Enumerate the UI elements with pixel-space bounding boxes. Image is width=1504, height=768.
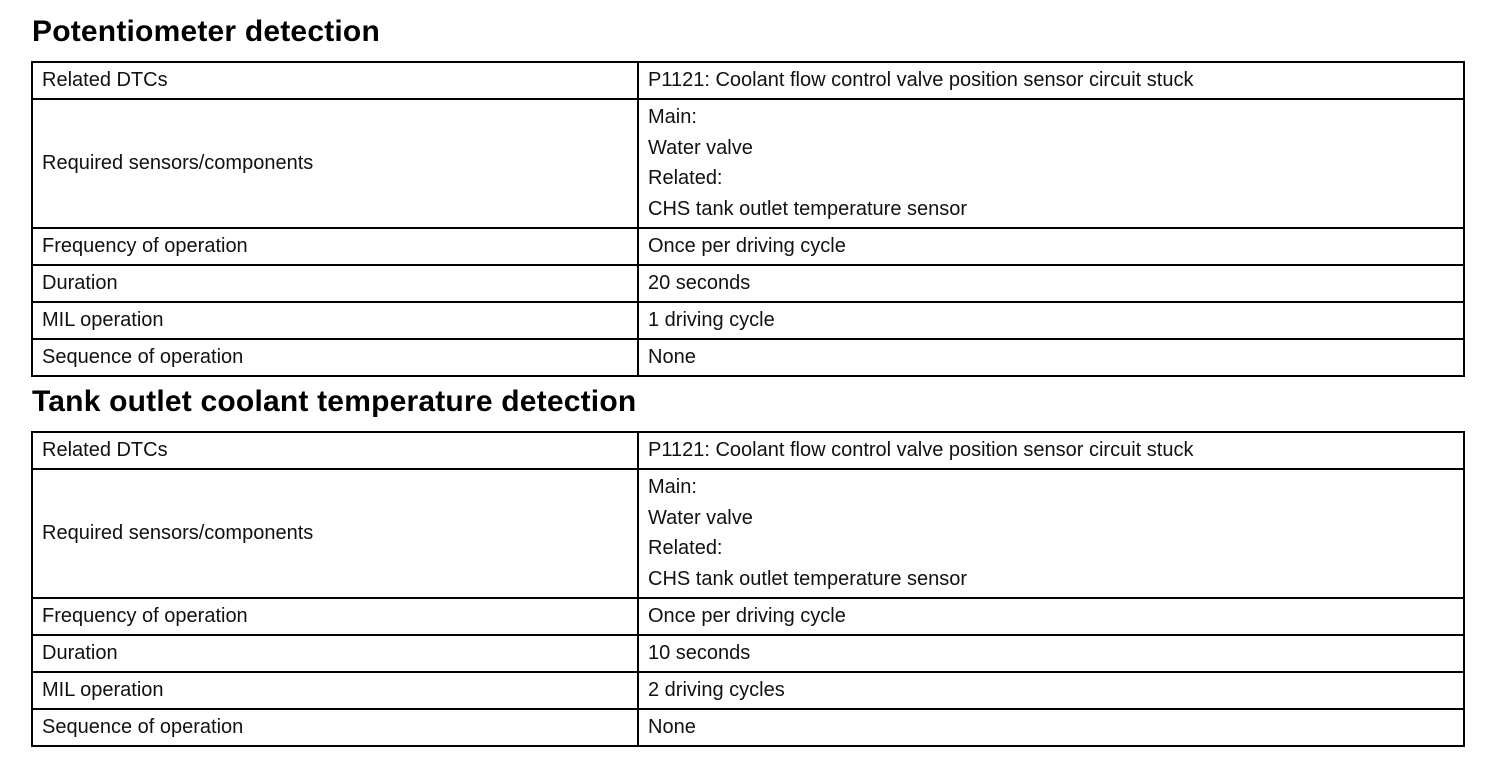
value-line: Water valve — [648, 506, 753, 529]
row-value: Once per driving cycle — [638, 228, 1464, 265]
value-line: Related: — [648, 167, 723, 189]
table-row — [32, 302, 1464, 339]
row-label: Related DTCs — [32, 432, 638, 469]
row-label: Duration — [32, 635, 638, 672]
row-label: MIL operation — [32, 302, 638, 339]
table-row — [32, 62, 1464, 99]
row-label: Related DTCs — [32, 62, 638, 99]
row-label: Duration — [32, 265, 638, 302]
row-value-list — [638, 99, 1464, 228]
table-row — [32, 709, 1464, 746]
spec-table — [31, 61, 1465, 377]
table-row — [32, 598, 1464, 635]
value-line: Main: — [648, 106, 697, 128]
table-row — [32, 265, 1464, 302]
section-title: Potentiometer detection — [32, 15, 380, 48]
value-line: Main: — [648, 476, 697, 498]
row-value: None — [638, 339, 1464, 376]
row-value: Once per driving cycle — [638, 598, 1464, 635]
table-row — [32, 635, 1464, 672]
table-row — [32, 339, 1464, 376]
value-line: CHS tank outlet temperature sensor — [648, 197, 968, 220]
row-value: 1 driving cycle — [638, 302, 1464, 339]
table-row — [32, 672, 1464, 709]
row-label: Frequency of operation — [32, 598, 638, 635]
row-label: Frequency of operation — [32, 228, 638, 265]
row-label: Required sensors/components — [32, 99, 638, 228]
table-row — [32, 228, 1464, 265]
row-label: Sequence of operation — [32, 339, 638, 376]
row-label: Sequence of operation — [32, 709, 638, 746]
row-value: 20 seconds — [638, 265, 1464, 302]
row-value-list — [638, 469, 1464, 598]
row-value: None — [638, 709, 1464, 746]
row-label: Required sensors/components — [32, 469, 638, 598]
section-title: Tank outlet coolant temperature detection — [32, 385, 637, 418]
value-line: Related: — [648, 537, 723, 559]
value-line: CHS tank outlet temperature sensor — [648, 567, 968, 590]
row-label: MIL operation — [32, 672, 638, 709]
tank-outlet-coolant-temperature-detection-section — [31, 383, 1463, 747]
table-row — [32, 432, 1464, 469]
row-value: P1121: Coolant flow control valve position sensor circuit stuck — [638, 432, 1464, 469]
potentiometer-detection-section — [31, 13, 1463, 377]
table-row — [32, 99, 1464, 228]
row-value: P1121: Coolant flow control valve position sensor circuit stuck — [638, 62, 1464, 99]
table-row — [32, 469, 1464, 598]
row-value: 10 seconds — [638, 635, 1464, 672]
spec-table — [31, 431, 1465, 747]
row-value: 2 driving cycles — [638, 672, 1464, 709]
value-line: Water valve — [648, 136, 753, 159]
